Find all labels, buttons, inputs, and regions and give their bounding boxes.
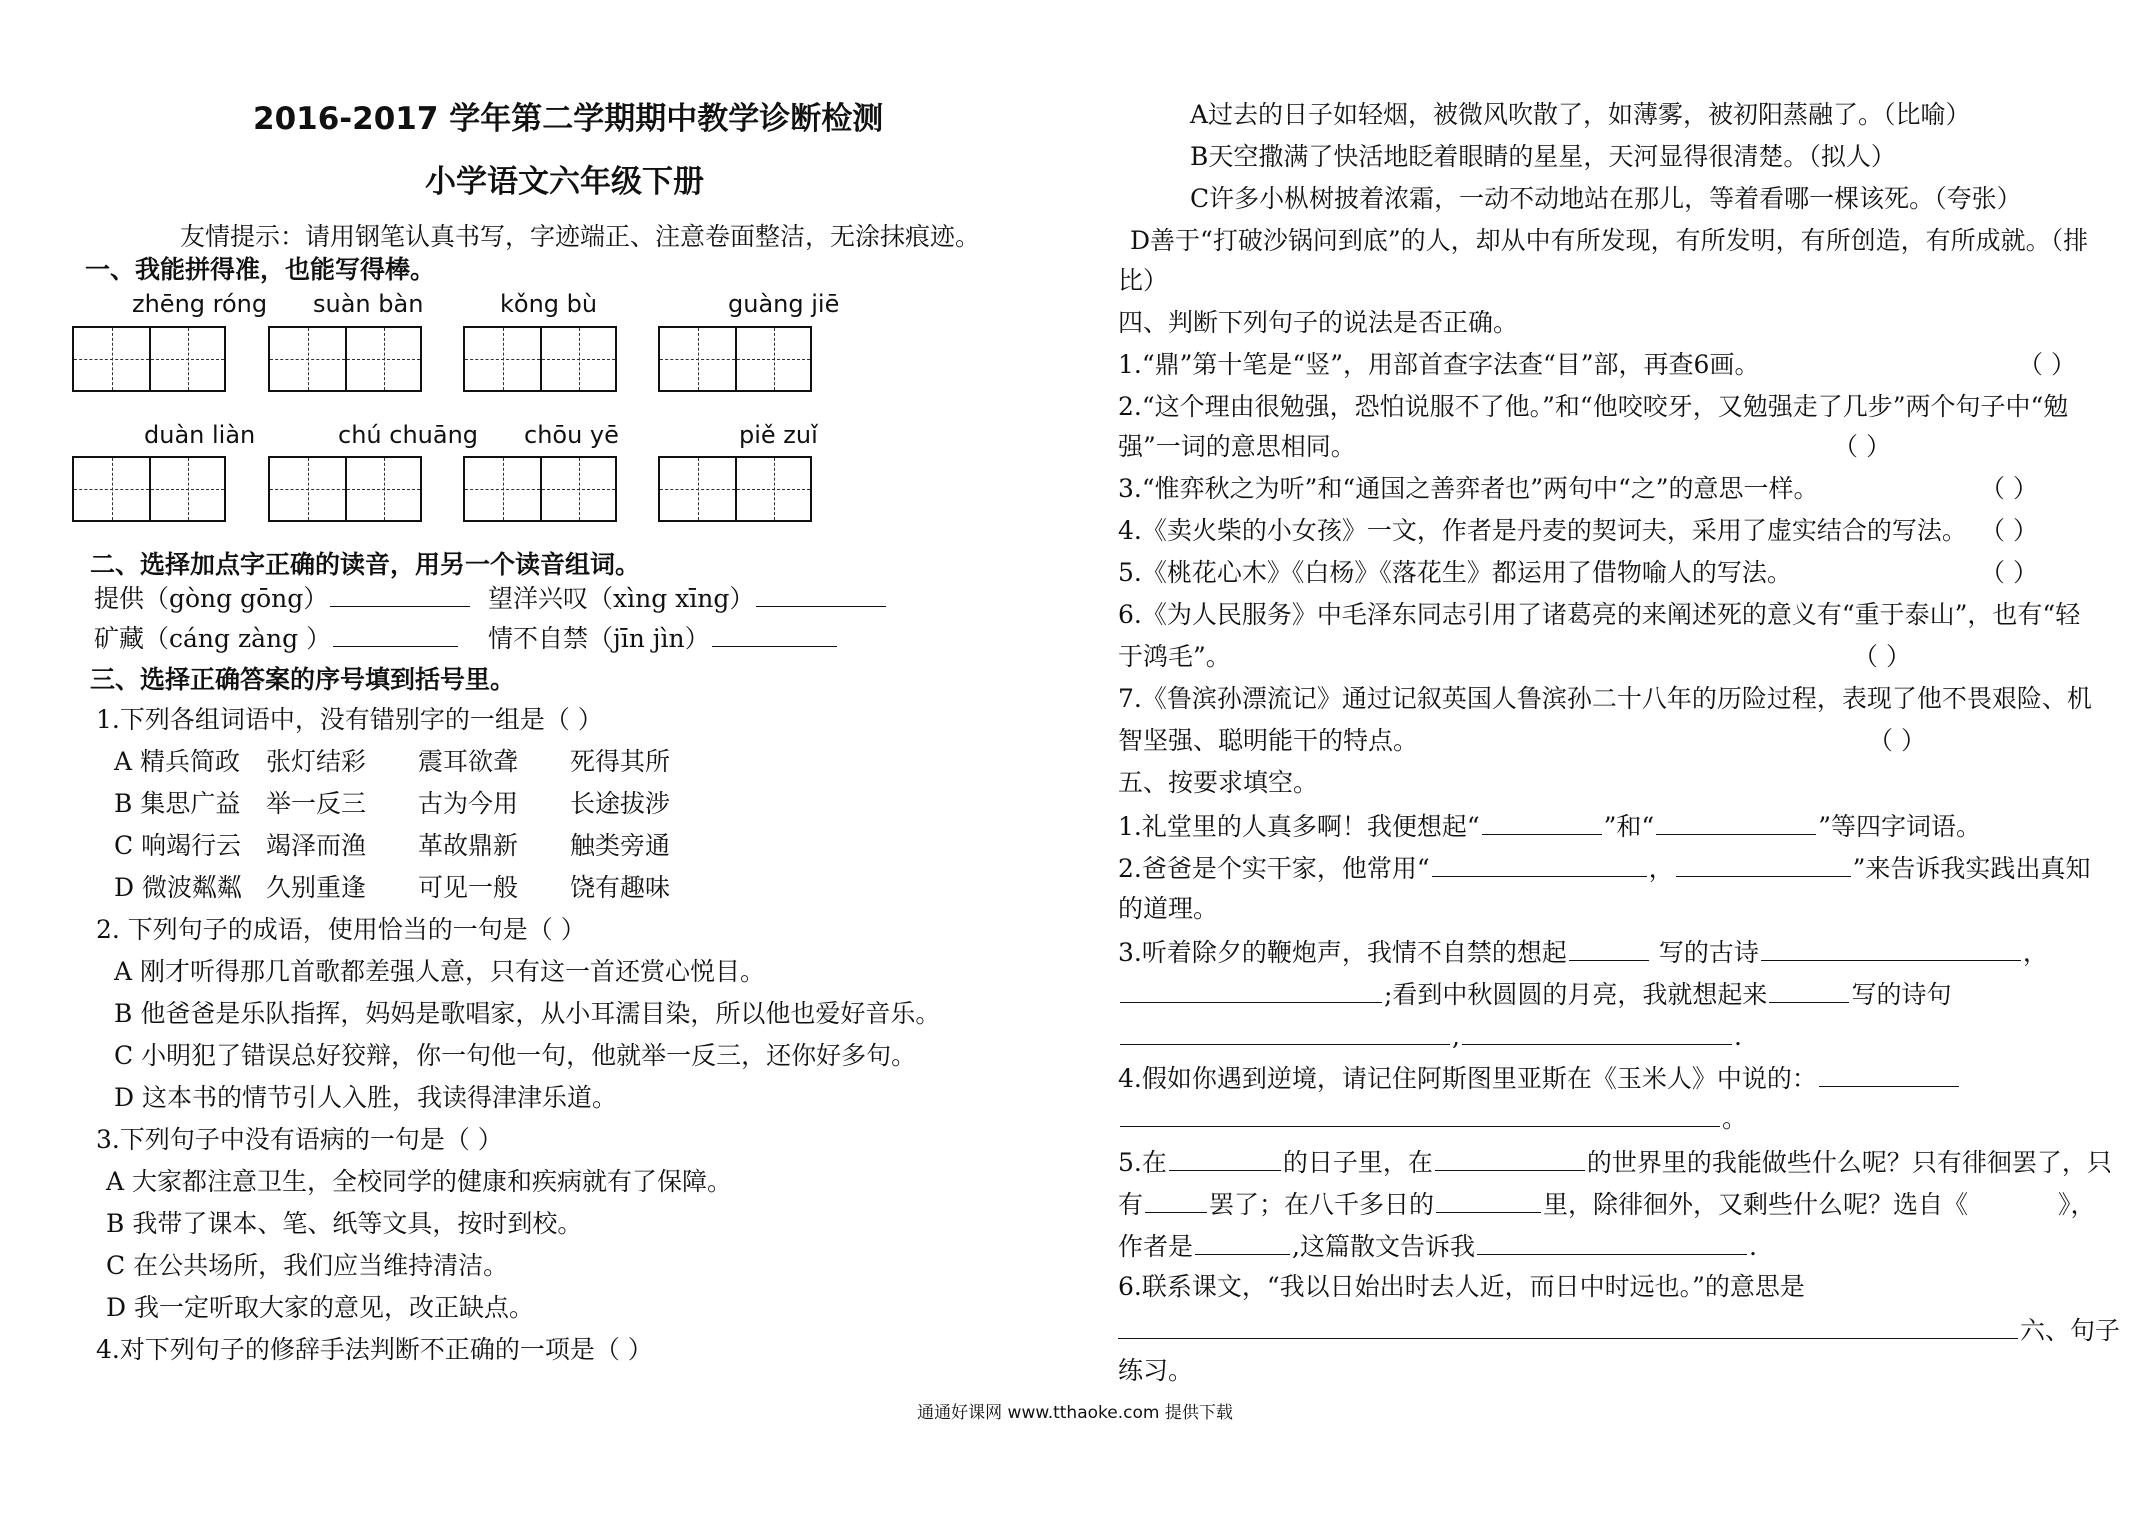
option-text: D 这本书的情节引人入胜，我读得津津乐道。: [114, 1083, 617, 1112]
option-text: D善于“打破沙锅问到底”的人，却从中有所发现，有所发明，有所创造，有所成就。（排: [1130, 226, 2089, 255]
exam-title: 2016-2017 学年第二学期期中教学诊断检测: [253, 101, 884, 137]
question-stem: 1.下列各组词语中，没有错别字的一组是（ ）: [96, 705, 603, 734]
pinyin-label: kǒng bù: [500, 290, 598, 318]
judge-item: 6.《为人民服务》中毛泽东同志引用了诸葛亮的来阐述死的意义有“重于泰山”，也有“轻: [1118, 600, 2081, 629]
judge-item: 4.《卖火柴的小女孩》一文，作者是丹麦的契诃夫，采用了虚实结合的写法。: [1118, 516, 1967, 545]
judge-paren[interactable]: （ ）: [1868, 726, 1926, 755]
judge-item: 智坚强、聪明能干的特点。: [1118, 726, 1419, 755]
judge-paren[interactable]: （ ）: [1980, 516, 2038, 545]
pinyin-label: zhēng róng: [132, 290, 268, 318]
judge-item: 1.“鼎”第十笔是“竖”，用部首查字法查“目”部，再查6画。: [1118, 350, 1760, 379]
judge-item: 5.《桃花心木》《白杨》《落花生》都运用了借物喻人的写法。: [1118, 558, 1792, 587]
answer-blank[interactable]: [1120, 1018, 1450, 1045]
writing-grid[interactable]: [72, 456, 226, 522]
pronunciation-item: 望洋兴叹（xìng xīng）: [488, 580, 888, 616]
fill-item: ;看到中秋圆圆的月亮，我就想起来 写的诗句: [1118, 976, 1951, 1012]
option-text: B 他爸爸是乐队指挥，妈妈是歌唱家，从小耳濡目染，所以他也爱好音乐。: [114, 999, 941, 1028]
answer-blank[interactable]: [1569, 934, 1649, 961]
friendly-tip: 友情提示：请用钢笔认真书写，字迹端正、注意卷面整洁，无涂抹痕迹。: [180, 222, 981, 251]
fill-item: 1.礼堂里的人真多啊！我便想起“ ”和“ ”等四字词语。: [1118, 808, 1981, 844]
writing-grid[interactable]: [658, 456, 812, 522]
answer-blank[interactable]: [1769, 976, 1849, 1003]
section1-heading: 一、我能拼得准，也能写得棒。: [85, 255, 436, 284]
pinyin-label: suàn bàn: [313, 290, 424, 318]
answer-blank[interactable]: [1432, 850, 1647, 877]
answer-blank[interactable]: [1462, 1018, 1732, 1045]
judge-paren[interactable]: （ ）: [1980, 558, 2038, 587]
writing-grid[interactable]: [72, 326, 226, 392]
option-text: A过去的日子如轻烟，被微风吹散了，如薄雾，被初阳蒸融了。（比喻）: [1190, 100, 1971, 129]
pinyin-label: piě zuǐ: [739, 421, 818, 449]
option-text: 比）: [1118, 266, 1169, 295]
option-row: B 集思广益 举一反三 古为今用 长途拔涉: [114, 789, 671, 818]
exam-subtitle: 小学语文六年级下册: [425, 164, 704, 200]
option-text: A 大家都注意卫生，全校同学的健康和疾病就有了保障。: [106, 1167, 733, 1196]
option-row: A 精兵简政 张灯结彩 震耳欲聋 死得其所: [114, 747, 671, 776]
question-stem: 3.下列句子中没有语病的一句是（ ）: [96, 1125, 503, 1154]
option-text: A 刚才听得那几首歌都差强人意，只有这一首还赏心悦目。: [114, 957, 766, 986]
fill-item: 有 罢了；在八千多日的 里，除徘徊外，又剩些什么呢？选自《 》，: [1118, 1186, 2096, 1222]
judge-item: 3.“惟弈秋之为听”和“通国之善弈者也”两句中“之”的意思一样。: [1118, 474, 1819, 503]
answer-blank[interactable]: [1477, 1228, 1747, 1255]
answer-blank[interactable]: [1761, 934, 2021, 961]
option-text: C 在公共场所，我们应当维持清洁。: [106, 1251, 509, 1280]
judge-paren[interactable]: （ ）: [1980, 474, 2038, 503]
answer-blank[interactable]: [1819, 1060, 1959, 1087]
answer-blank[interactable]: [1120, 1100, 1720, 1127]
answer-blank[interactable]: [1195, 1228, 1290, 1255]
fill-item: 6.联系课文，“我以日始出时去人近，而日中时远也。”的意思是: [1118, 1272, 1805, 1301]
judge-item: 强”一词的意思相同。: [1118, 432, 1356, 461]
answer-blank[interactable]: [1169, 1144, 1281, 1171]
fill-item: 六、句子: [1118, 1312, 2120, 1348]
answer-blank[interactable]: [712, 620, 837, 647]
fill-item: 的道理。: [1118, 894, 1219, 923]
fill-item: 4.假如你遇到逆境，请记住阿斯图里亚斯在《玉米人》中说的：: [1118, 1060, 1961, 1096]
section2-heading: 二、选择加点字正确的读音，用另一个读音组词。: [90, 550, 641, 579]
pronunciation-item: 情不自禁（jīn jìn）: [488, 620, 839, 656]
option-text: B天空撒满了快活地眨着眼睛的星星，天河显得很清楚。（拟人）: [1190, 142, 1896, 171]
writing-grid[interactable]: [268, 456, 422, 522]
writing-grid[interactable]: [463, 326, 617, 392]
option-text: C许多小枞树披着浓霜，一动不动地站在那儿，等着看哪一棵该死。（夸张）: [1190, 184, 2022, 213]
fill-item: 3.听着除夕的鞭炮声，我情不自禁的想起 写的古诗 ，: [1118, 934, 2048, 970]
pinyin-label: chú chuāng: [338, 421, 479, 449]
fill-item: 2.爸爸是个实干家，他常用“ ， ”来告诉我实践出真知: [1118, 850, 2090, 886]
answer-blank[interactable]: [1482, 808, 1602, 835]
judge-paren[interactable]: （ ）: [2018, 350, 2076, 379]
option-text: C 小明犯了错误总好狡辩，你一句他一句，他就举一反三，还你好多句。: [114, 1041, 917, 1070]
writing-grid[interactable]: [268, 326, 422, 392]
answer-blank[interactable]: [1676, 850, 1851, 877]
option-row: D 微波粼粼 久别重逢 可见一般 饶有趣味: [114, 873, 671, 902]
answer-blank[interactable]: [756, 580, 886, 607]
fill-item: 。: [1118, 1100, 1747, 1136]
judge-paren[interactable]: （ ）: [1833, 432, 1891, 461]
fill-item: 作者是 ,这篇散文告诉我 .: [1118, 1228, 1757, 1264]
judge-item: 2.“这个理由很勉强，恐怕说服不了他。”和“他咬咬牙，又勉强走了几步”两个句子中“勉: [1118, 392, 2069, 421]
answer-blank[interactable]: [1435, 1144, 1585, 1171]
answer-blank[interactable]: [330, 580, 470, 607]
section5-heading: 五、按要求填空。: [1118, 768, 1319, 797]
question-stem: 2. 下列句子的成语，使用恰当的一句是（ ）: [96, 915, 586, 944]
option-text: B 我带了课本、笔、纸等文具，按时到校。: [106, 1209, 583, 1238]
judge-paren[interactable]: （ ）: [1853, 642, 1911, 671]
pronunciation-item: 提供（gòng gōng）: [94, 580, 472, 616]
section4-heading: 四、判断下列句子的说法是否正确。: [1118, 308, 1519, 337]
option-row: C 响竭行云 竭泽而渔 革故鼎新 触类旁通: [114, 831, 671, 860]
pronunciation-item: 矿藏（cáng zàng ）: [94, 620, 460, 656]
judge-item: 7.《鲁滨孙漂流记》通过记叙英国人鲁滨孙二十八年的历险过程，表现了他不畏艰险、机: [1118, 684, 2092, 713]
writing-grid[interactable]: [658, 326, 812, 392]
question-stem: 4.对下列句子的修辞手法判断不正确的一项是（ ）: [96, 1335, 653, 1364]
option-text: D 我一定听取大家的意见，改正缺点。: [106, 1293, 534, 1322]
answer-blank[interactable]: [333, 620, 458, 647]
answer-blank[interactable]: [1118, 1312, 2018, 1339]
answer-blank[interactable]: [1145, 1186, 1207, 1213]
footer-credit: 通通好课网 www.tthaoke.com 提供下载: [917, 1403, 1233, 1423]
fill-item: 练习。: [1118, 1356, 1194, 1385]
judge-item: 于鸿毛”。: [1118, 642, 1231, 671]
pinyin-label: duàn liàn: [144, 421, 256, 449]
section3-heading: 三、选择正确答案的序号填到括号里。: [90, 665, 516, 694]
fill-item: , .: [1118, 1018, 1742, 1054]
answer-blank[interactable]: [1436, 1186, 1541, 1213]
writing-grid[interactable]: [463, 456, 617, 522]
answer-blank[interactable]: [1656, 808, 1816, 835]
answer-blank[interactable]: [1120, 976, 1382, 1003]
fill-item: 5.在 的日子里，在 的世界里的我能做些什么呢？只有徘徊罢了，只: [1118, 1144, 2112, 1180]
pinyin-label: guàng jiē: [728, 290, 840, 318]
pinyin-label: chōu yē: [524, 421, 619, 449]
